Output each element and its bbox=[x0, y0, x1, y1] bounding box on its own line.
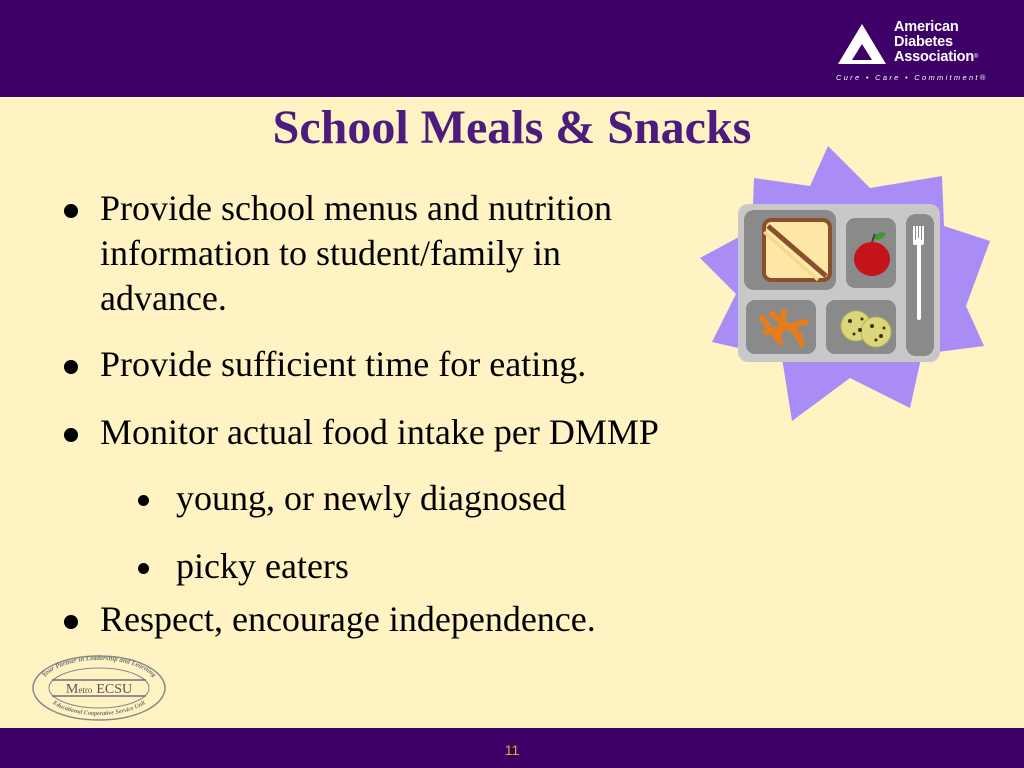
bullet-dot bbox=[64, 615, 78, 629]
ada-name-line2: Diabetes bbox=[894, 34, 953, 50]
slide-title: School Meals & Snacks bbox=[272, 101, 752, 154]
ecsu-name bbox=[66, 682, 132, 697]
page-number: 11 bbox=[504, 742, 520, 758]
ecsu-big-m: M bbox=[65, 682, 79, 697]
bullet-line: advance. bbox=[100, 278, 227, 318]
ada-reg-mark: ® bbox=[974, 54, 979, 60]
subbullet-item bbox=[176, 544, 349, 589]
lunch-tray-illustration bbox=[700, 146, 1000, 421]
bullet-dot bbox=[138, 563, 149, 574]
svg-text:Your Partner in Leadership and bbox=[41, 655, 158, 679]
bullet-line: young, or newly diagnosed bbox=[176, 478, 566, 518]
bullet-dot bbox=[64, 204, 78, 218]
ecsu-etro: etro bbox=[78, 685, 93, 695]
ecsu-arc-top: Your Partner in Leadership and Learning bbox=[40, 654, 158, 679]
bullet-dot bbox=[64, 360, 78, 374]
ada-tagline: Cure • Care • Commitment® bbox=[836, 73, 988, 82]
sandwich-icon bbox=[764, 220, 830, 280]
ada-name-line1: American bbox=[894, 19, 959, 35]
bullet-line: Monitor actual food intake per DMMP bbox=[100, 412, 659, 452]
bullet-dot bbox=[64, 428, 78, 442]
bullet-item bbox=[100, 410, 659, 455]
metro-ecsu-logo bbox=[30, 654, 168, 722]
ecsu-name-text: ECSU bbox=[96, 682, 133, 697]
ecsu-arc-bottom: Educational Cooperative Service Unit bbox=[51, 699, 147, 718]
bullet-line: Respect, encourage independence. bbox=[100, 599, 596, 639]
subbullet-item bbox=[176, 476, 566, 521]
bullet-item bbox=[100, 342, 586, 387]
bullet-item bbox=[100, 186, 612, 321]
bullet-dot bbox=[138, 495, 149, 506]
bullet-line: Provide school menus and nutrition bbox=[100, 188, 612, 228]
bullet-line: information to student/family in bbox=[100, 233, 561, 273]
bullet-line: picky eaters bbox=[176, 546, 349, 586]
bullet-line: Provide sufficient time for eating. bbox=[100, 344, 587, 384]
ada-name-line3: Association bbox=[894, 49, 974, 65]
bullet-item bbox=[100, 597, 596, 642]
